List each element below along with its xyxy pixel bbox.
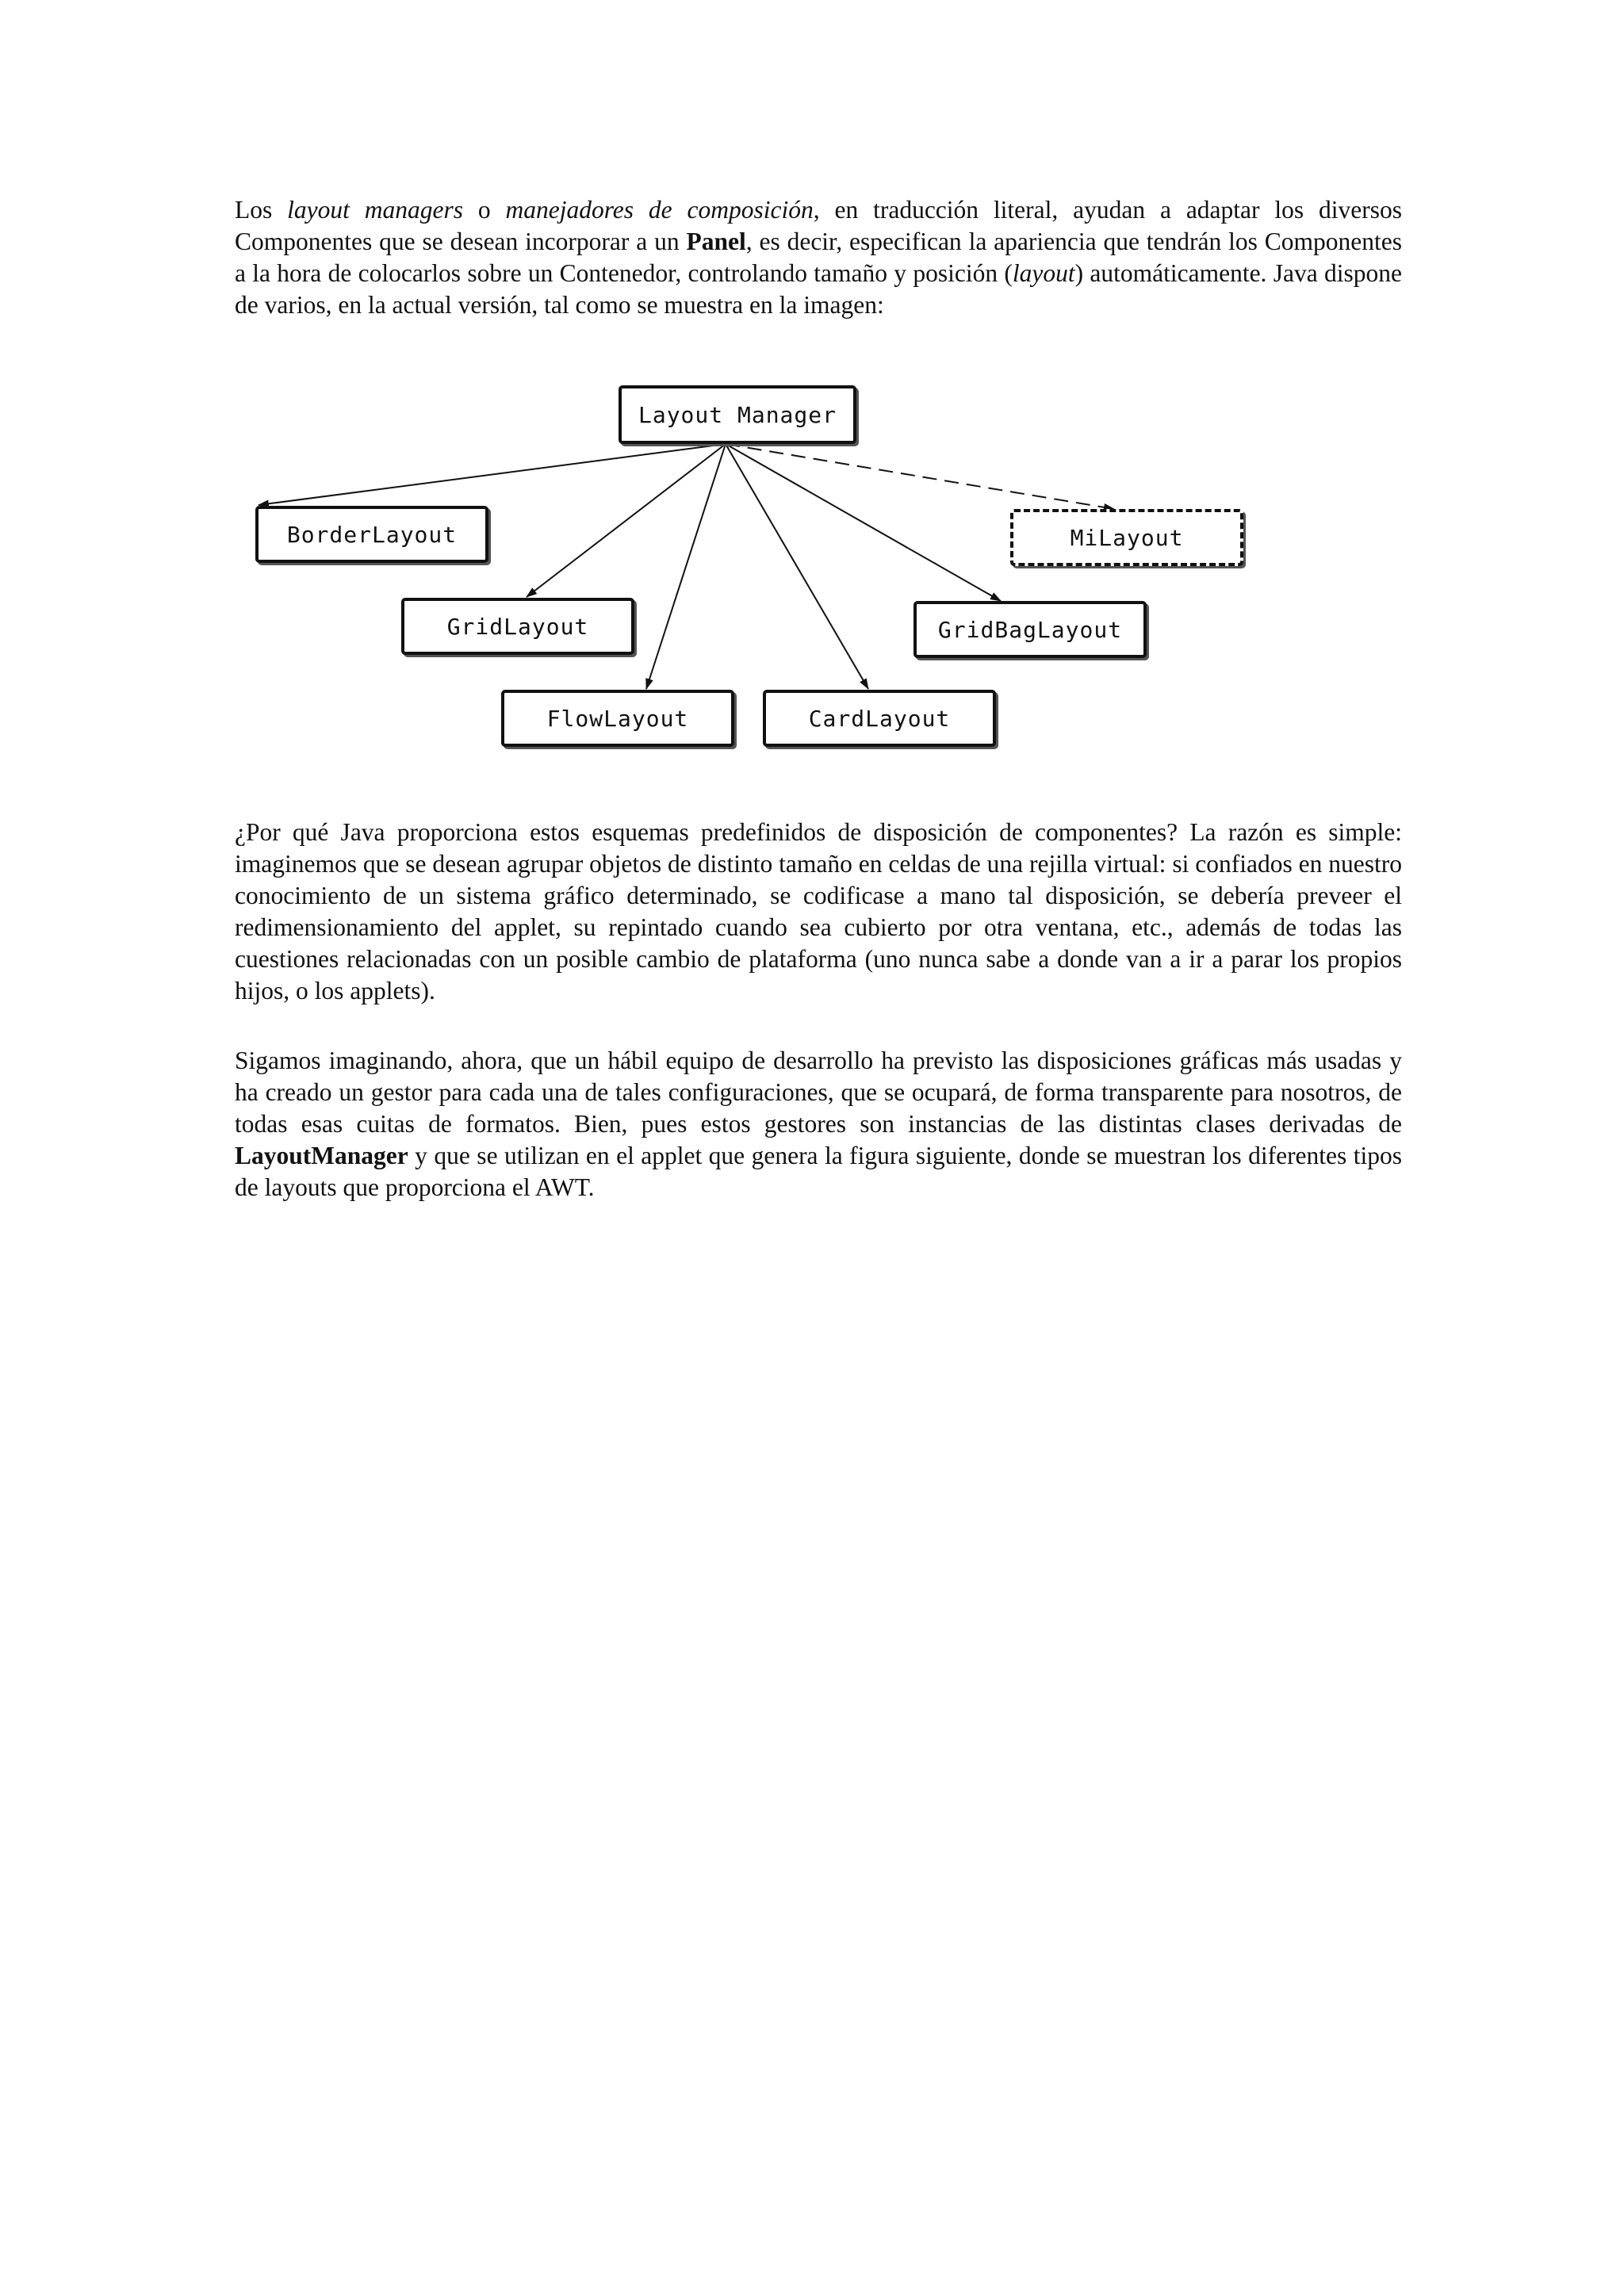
question-paragraph: ¿Por qué Java proporciona estos esquemas predefinidos de disposición de componentes? La razón es simple: imaginemos que se desean agrupar objetos de distinto tamaño en celdas de una rejilla virtual: si confiados en nuestro conocimiento de un sistema gráfico determinado, se codificase a mano tal disposición, se debería preveer el redimensionamiento del applet, su repintado cuando sea cubierto por otra ventana, etc., además de todas las cuestiones relacionadas con un posible cambio de plataforma (uno nunca sabe a donde van a ir a parar los propios hijos, o los applets). xyxy=(235,818,1402,1004)
italic-term: layout managers xyxy=(287,196,463,224)
node-grid-layout: GridLayout xyxy=(401,598,634,655)
node-flow-layout: FlowLayout xyxy=(501,690,734,747)
intro-paragraph xyxy=(235,194,1402,321)
bold-term: Panel xyxy=(686,228,746,255)
text-run: Sigamos imaginando, ahora, que un hábil equipo de desarrollo ha previsto las disposiciones gráficas más usadas y ha creado un gestor para cada una de tales configuraciones, que se ocupará, de forma transparente para nosotros, de todas esas cuitas de formatos. Bien, pues estos gestores son instancias de las distintas clases derivadas de xyxy=(235,1047,1402,1138)
text-run: , es decir, especifican la apariencia que tendrán los Componentes a la hora de colocarlos sobre un Contenedor, controlando tamaño y posición ( xyxy=(235,228,1403,287)
text-run: o xyxy=(462,196,506,224)
layout-manager-diagram xyxy=(246,377,1253,758)
text-run: y que se utilizan en el applet que genera la figura siguiente, donde se muestran los diferentes tipos de layouts que proporciona el AWT. xyxy=(235,1142,1402,1201)
edge-border-layout xyxy=(259,444,726,505)
italic-term: manejadores de composición xyxy=(505,196,814,224)
text-run: Los xyxy=(235,196,288,224)
node-border-layout: BorderLayout xyxy=(255,506,488,563)
node-layout-manager: Layout Manager xyxy=(619,385,856,444)
node-card-layout: CardLayout xyxy=(763,690,996,747)
text-run: , en traducción literal, ayudan a adaptar los diversos Componentes que se desean incorporar a un xyxy=(235,196,1402,255)
node-mi-layout: MiLayout xyxy=(1010,509,1243,566)
closing-paragraph xyxy=(235,1045,1402,1203)
italic-term: layout xyxy=(1012,259,1075,287)
edge-flow-layout xyxy=(646,444,726,689)
bold-term: LayoutManager xyxy=(235,1142,408,1169)
node-gridbag-layout: GridBagLayout xyxy=(914,601,1147,658)
edge-grid-layout xyxy=(527,444,726,597)
text-run: ) automáticamente. Java dispone de varios, en la actual versión, tal como se muestra en la imagen: xyxy=(235,259,1402,319)
edge-card-layout xyxy=(726,444,868,689)
